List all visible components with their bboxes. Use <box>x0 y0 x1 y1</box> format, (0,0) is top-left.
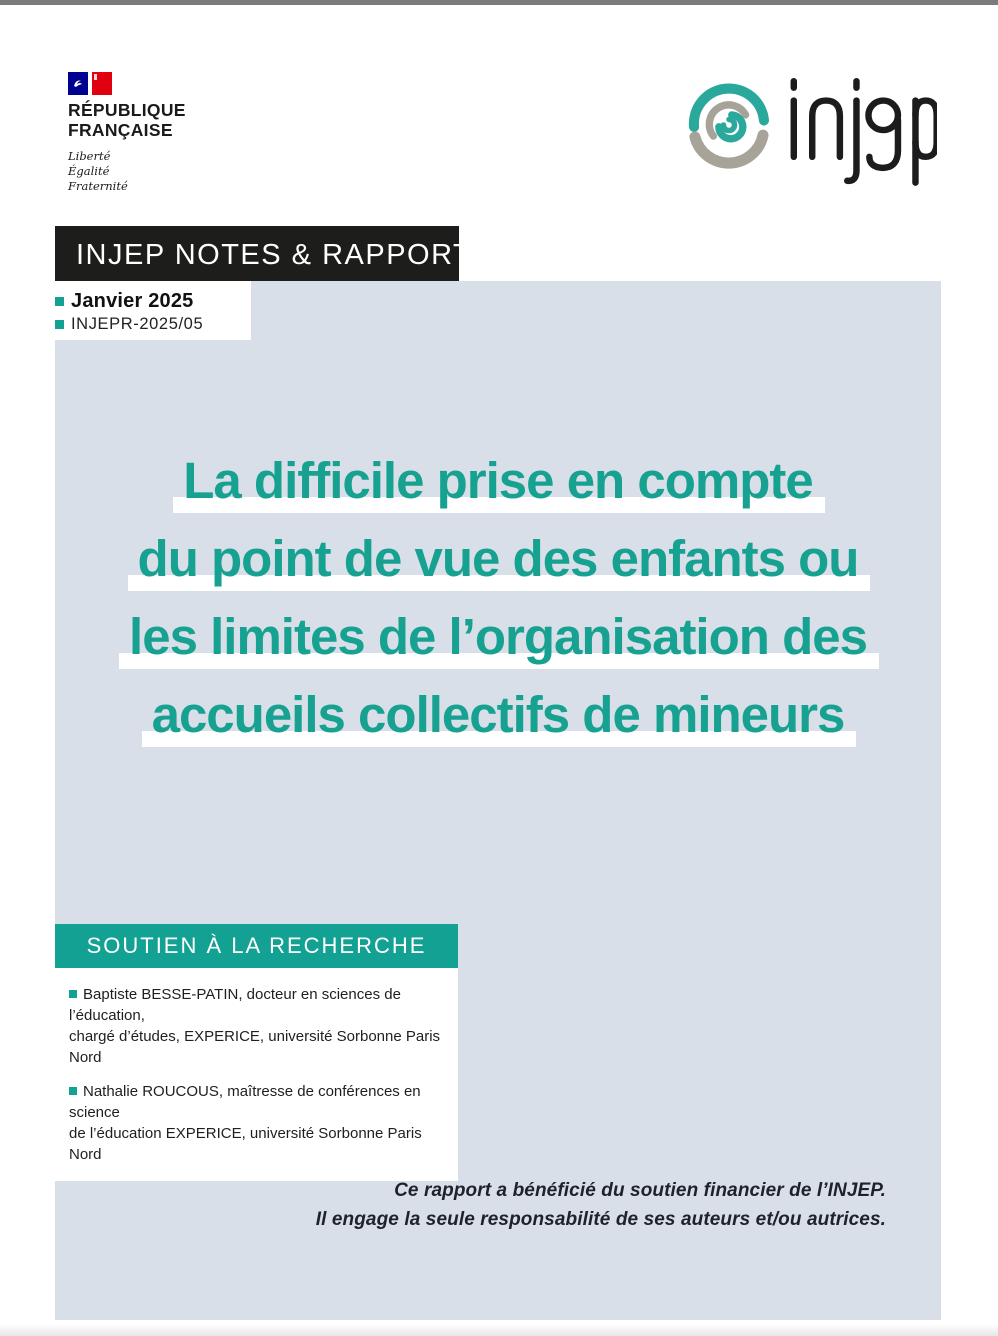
french-flag-icon <box>68 72 112 95</box>
author-line: Baptiste BESSE-PATIN, docteur en sciences de l’éducation, <box>69 986 401 1024</box>
rf-name-line1: RÉPUBLIQUE <box>68 100 186 120</box>
issue-reference: INJEPR-2025/05 <box>71 315 204 333</box>
title-line: du point de vue des enfants ou <box>55 526 941 604</box>
series-banner: INJEP NOTES & RAPPORTS <box>55 226 459 281</box>
issue-date: Janvier 2025 <box>71 290 194 312</box>
rf-motto-egalite: Égalité <box>68 164 110 178</box>
bullet-square-icon <box>55 320 64 329</box>
rf-motto-fraternite: Fraternité <box>68 179 128 193</box>
issue-reference-row <box>55 315 251 334</box>
page-bottom-shadow <box>0 1324 998 1336</box>
title-line: accueils collectifs de mineurs <box>55 682 941 760</box>
issue-box <box>55 281 251 340</box>
injep-logo <box>683 70 943 192</box>
author-line: de l’éducation EXPERICE, université Sorbonne Paris Nord <box>69 1125 422 1163</box>
rf-name-line2: FRANÇAISE <box>68 120 173 140</box>
injep-wordmark <box>787 72 937 190</box>
funding-disclaimer <box>316 1176 886 1234</box>
republique-francaise-logo <box>68 72 228 194</box>
rf-motto-liberte: Liberté <box>68 149 111 163</box>
disclaimer-line: Ce rapport a bénéficié du soutien financier de l’INJEP. <box>394 1180 886 1201</box>
rf-motto <box>68 149 228 194</box>
bullet-square-icon <box>69 990 77 998</box>
author-line: Nathalie ROUCOUS, maîtresse de conférences en science <box>69 1083 421 1121</box>
bullet-square-icon <box>69 1087 77 1095</box>
report-title <box>55 448 941 760</box>
author-item <box>69 1081 448 1165</box>
section-banner: SOUTIEN À LA RECHERCHE <box>55 924 458 968</box>
issue-date-row <box>55 290 251 313</box>
authors-box <box>55 968 458 1181</box>
disclaimer-line: Il engage la seule responsabilité de ses auteurs et/ou autrices. <box>315 1209 886 1230</box>
viewer-top-bar <box>0 0 998 5</box>
bullet-square-icon <box>55 297 64 306</box>
injep-spiral-icon <box>683 76 775 174</box>
title-line: les limites de l’organisation des <box>55 604 941 682</box>
author-item <box>69 984 448 1068</box>
author-line: chargé d’études, EXPERICE, université Sorbonne Paris Nord <box>69 1028 441 1066</box>
title-line: La difficile prise en compte <box>55 448 941 526</box>
